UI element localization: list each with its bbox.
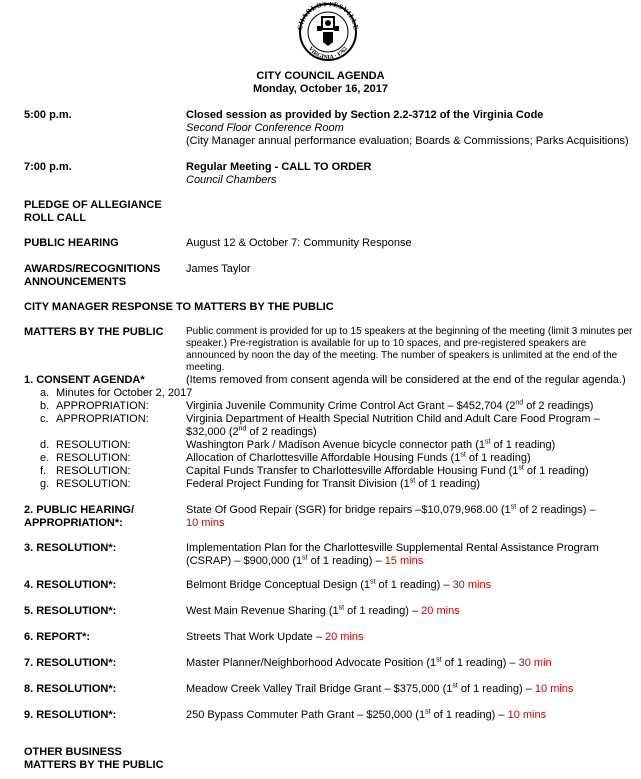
awards-label: AWARDS/RECOGNITIONS: [24, 263, 161, 275]
agenda-item-time: 20 mins: [421, 605, 460, 617]
city-manager-response-heading: CITY MANAGER RESPONSE TO MATTERS BY THE PUBLIC: [24, 301, 334, 313]
city-seal-logo: [293, 2, 363, 62]
public-hearing-label: PUBLIC HEARING: [24, 237, 119, 249]
agenda-item-time: 30 min: [518, 657, 552, 669]
agenda-item-time: 10 mins: [507, 709, 547, 721]
agenda-item-time: 30 mins: [452, 579, 492, 591]
agenda-item-label: 5. RESOLUTION*:: [24, 605, 117, 617]
consent-item-kind: RESOLUTION:: [56, 478, 131, 490]
agenda-item-desc: Implementation Plan for the Charlottesville Supplemental Rental Assistance Program: [186, 542, 599, 554]
regular-meeting-location: Council Chambers: [186, 174, 277, 186]
agenda-item-desc: Streets That Work Update – 20 mins: [186, 631, 364, 643]
consent-item-desc: Virginia Juvenile Community Crime Control Act Grant – $452,704 (2nd of 2 readings): [186, 399, 594, 412]
regular-meeting-title: Regular Meeting - CALL TO ORDER: [186, 161, 372, 173]
closed-session-time: 5:00 p.m.: [24, 109, 72, 121]
agenda-title: CITY COUNCIL AGENDA: [256, 70, 385, 82]
matters-public-text: Public comment is provided for up to 15 speakers at the beginning of the meeting (limit 3 minutes per speaker.) Pre-registration is available for up to 10 spaces, and pre-registered speakers are announced by noon the day of the meeting. The number of speakers is unlimited at the end of the meeting.: [186, 326, 633, 373]
agenda-item-desc: State Of Good Repair (SGR) for bridge repairs –$10,079,968.00 (1st of 2 readings) –: [186, 503, 596, 516]
agenda-item-desc: Meadow Creek Valley Trail Bridge Grant – $375,000 (1st of 1 reading) – 10 mins: [186, 682, 574, 695]
agenda-item-label-line2: APPROPRIATION*:: [24, 517, 123, 529]
consent-item-desc: Allocation of Charlottesville Affordable Housing Funds (1st of 1 reading): [186, 451, 531, 464]
agenda-item-time: 15 mins: [384, 555, 424, 567]
agenda-item-label: 7. RESOLUTION*:: [24, 657, 117, 669]
matters-public-end-heading: MATTERS BY THE PUBLIC: [24, 759, 164, 771]
agenda-date: Monday, October 16, 2017: [253, 83, 388, 95]
agenda-item-time: 10 mins: [186, 517, 225, 529]
agenda-item-desc: Belmont Bridge Conceptual Design (1st of 1 reading) – 30 mins: [186, 578, 492, 591]
agenda-item-time: 10 mins: [534, 683, 574, 695]
agenda-item-desc: 250 Bypass Commuter Path Grant – $250,000 (1st of 1 reading) – 10 mins: [186, 708, 547, 721]
consent-item-desc: Virginia Department of Health Special Nutrition Child and Adult Care Food Program –: [186, 413, 600, 425]
consent-item-letter: d.: [40, 439, 50, 451]
consent-item-desc-line2: $32,000 (2nd of 2 readings): [186, 425, 317, 438]
consent-item-kind: APPROPRIATION:: [56, 413, 149, 425]
agenda-item-label: 8. RESOLUTION*:: [24, 683, 117, 695]
pledge-heading: PLEDGE OF ALLEGIANCE: [24, 199, 162, 211]
roll-call-heading: ROLL CALL: [24, 212, 87, 224]
consent-item-letter: c.: [40, 413, 49, 425]
consent-item-kind: RESOLUTION:: [56, 452, 131, 464]
consent-item-letter: e.: [40, 452, 50, 464]
agenda-item-label: 6. REPORT*:: [24, 631, 91, 643]
regular-meeting-time: 7:00 p.m.: [24, 161, 72, 173]
consent-agenda-label: 1. CONSENT AGENDA*: [24, 374, 145, 386]
agenda-item-desc: Master Planner/Neighborhood Advocate Position (1st of 1 reading) – 30 min: [186, 656, 552, 669]
seal-bottom-text: VIRGINIA · 1762: [306, 45, 350, 62]
consent-agenda-note: (Items removed from consent agenda will be considered at the end of the regular agenda.): [186, 374, 626, 386]
closed-session-note: (City Manager annual performance evaluation; Boards & Commissions; Parks Acquisitions): [186, 135, 629, 147]
agenda-item-time: 20 mins: [325, 631, 364, 643]
consent-item-letter: a.: [40, 387, 50, 399]
consent-item-kind: Minutes for October 2, 2017: [56, 387, 193, 399]
consent-item-desc: Federal Project Funding for Transit Division (1st of 1 reading): [186, 477, 481, 490]
agenda-item-label: 3. RESOLUTION*:: [24, 542, 117, 554]
consent-item-desc: Washington Park / Madison Avenue bicycle connector path (1st of 1 reading): [186, 438, 556, 451]
consent-item-letter: b.: [40, 400, 50, 412]
consent-item-letter: g.: [40, 478, 50, 490]
matters-public-label: MATTERS BY THE PUBLIC: [24, 326, 164, 338]
announcements-label: ANNOUNCEMENTS: [24, 276, 127, 288]
other-business-heading: OTHER BUSINESS: [24, 746, 122, 758]
consent-item-kind: APPROPRIATION:: [56, 400, 149, 412]
consent-item-desc: Capital Funds Transfer to Charlottesville Affordable Housing Fund (1st of 1 reading): [186, 464, 589, 477]
consent-item-letter: f.: [40, 465, 47, 477]
public-hearing-text: August 12 & October 7: Community Response: [186, 237, 412, 249]
closed-session-location: Second Floor Conference Room: [186, 122, 344, 134]
seal-top-text: CHARLOTTESVILLE: [295, 2, 361, 31]
agenda-item-label: 2. PUBLIC HEARING/: [24, 504, 135, 516]
agenda-item-label: 9. RESOLUTION*:: [24, 709, 117, 721]
closed-session-title: Closed session as provided by Section 2.2-3712 of the Virginia Code: [186, 109, 544, 121]
agenda-item-label: 4. RESOLUTION*:: [24, 579, 117, 591]
agenda-item-desc: West Main Revenue Sharing (1st of 1 reading) – 20 mins: [186, 604, 460, 617]
agenda-item-desc-line2: (CSRAP) – $900,000 (1st of 1 reading) – 15 mins: [186, 554, 424, 567]
consent-item-kind: RESOLUTION:: [56, 439, 131, 451]
consent-item-kind: RESOLUTION:: [56, 465, 131, 477]
awards-text: James Taylor: [186, 263, 251, 275]
